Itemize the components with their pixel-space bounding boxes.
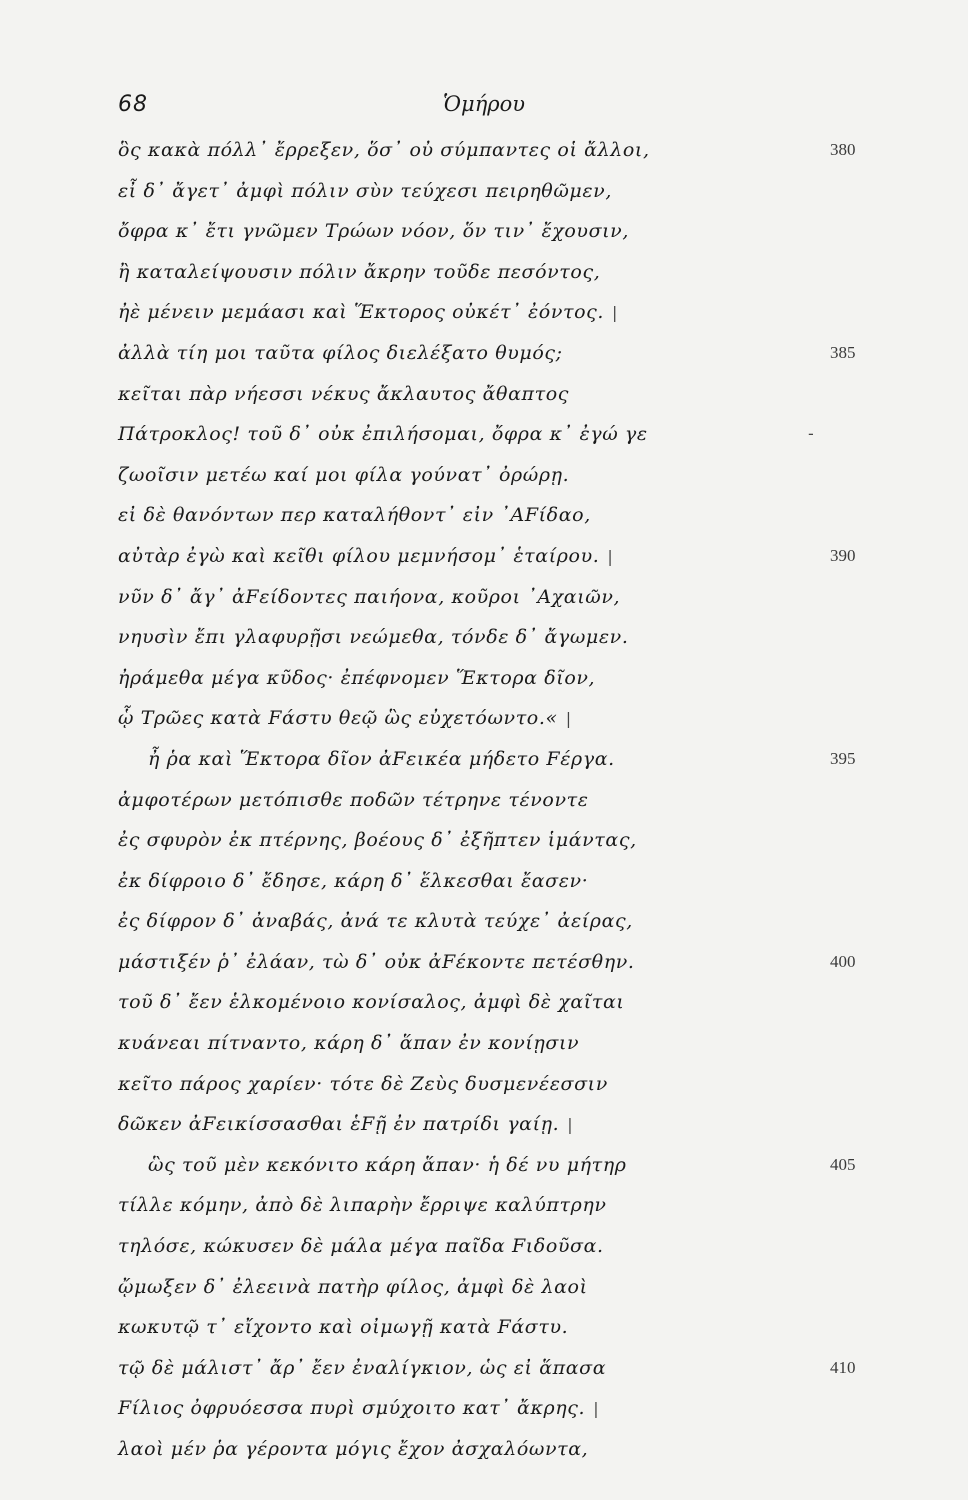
verse-text: ζωοῖσιν μετέω καί μοι φίλα γούνατ᾽ ὀρώρῃ. [118,463,570,486]
line-number: 410 [830,1357,856,1377]
verse-text: ἀλλὰ τίη μοι ταῦτα φίλος διελέξατο θυμός; [118,341,563,364]
verse-line [118,536,858,577]
caesura-mark: | [567,1115,573,1135]
verse-block [118,130,858,1470]
verse-line [118,982,858,1023]
verse-line [118,739,858,780]
verse-text: τοῦ δ᾽ ἔεν ἑλκομένοιο κονίσαλος, ἀμφὶ δὲ χαῖται [118,991,625,1014]
verse-line [118,698,858,739]
verse-line [118,658,858,699]
verse-line [118,130,858,171]
verse-line [118,1185,858,1226]
verse-text: τηλόσε, κώκυσεν δὲ μάλα μέγα παῖδα Fιδοῦσα. [118,1235,604,1258]
verse-text: Πάτροκλος! τοῦ δ᾽ οὐκ ἐπιλήσομαι, ὄφρα κ᾽ ἐγώ γε [118,423,648,446]
verse-text: λαοὶ μέν ῥα γέροντα μόγις ἔχον ἀσχαλόωντα, [118,1438,589,1460]
verse-text: τῷ δὲ μάλιστ᾽ ἄρ᾽ ἔεν ἐναλίγκιον, ὡς εἰ ἅπασα [118,1356,607,1379]
line-number: 400 [830,951,856,971]
line-number: 395 [830,748,856,768]
verse-line [118,333,858,374]
verse-text: κυάνεαι πίτναντο, κάρη δ᾽ ἅπαν ἐν κονίῃσιν [118,1032,580,1055]
verse-text: τίλλε κόμην, ἀπὸ δὲ λιπαρὴν ἔρριψε καλύπτρην [118,1194,607,1217]
margin-mark: - [808,424,814,444]
verse-text: ἐς σφυρὸν ἐκ πτέρνης, βοέους δ᾽ ἐξῆπτεν ἱμάντας, [118,829,637,852]
verse-text: Fίλιος ὀφρυόεσσα πυρὶ σμύχοιτο κατ᾽ ἄκρης. [118,1397,586,1420]
verse-line [118,211,858,252]
line-number: 405 [830,1154,856,1174]
verse-line [118,1429,858,1470]
verse-line [118,495,858,536]
verse-line [118,292,858,333]
page-number: 68 [118,92,148,117]
line-number: 390 [830,545,856,565]
verse-text: κωκυτῷ τ᾽ εἴχοντο καὶ οἰμωγῇ κατὰ Fάστυ. [118,1316,569,1339]
verse-line [118,901,858,942]
verse-line [118,1104,858,1145]
verse-text: νῦν δ᾽ ἄγ᾽ ἀFείδοντες παιήονα, κοῦροι ᾽Αχαιῶν, [118,585,621,608]
verse-line [118,455,858,496]
verse-text: ὃς κακὰ πόλλ᾽ ἔρρεξεν, ὅσ᾽ οὐ σύμπαντες οἱ ἄλλοι, [118,139,650,161]
verse-text: ἠράμεθα μέγα κῦδος· ἐπέφνομεν Ἕκτορα δῖον, [118,666,596,689]
verse-text: ᾤμωξεν δ᾽ ἐλεεινὰ πατὴρ φίλος, ἀμφὶ δὲ λαοὶ [118,1275,588,1298]
verse-text: ἐκ δίφροιο δ᾽ ἔδησε, κάρη δ᾽ ἕλκεσθαι ἔασεν· [118,869,589,892]
verse-line [118,1226,858,1267]
verse-line [118,1388,858,1429]
verse-text: ἠὲ μένειν μεμάασι καὶ Ἕκτορος οὐκέτ᾽ ἐόντος. [118,301,605,324]
verse-line [118,374,858,415]
verse-line [118,780,858,821]
verse-text: μάστιξέν ῥ᾽ ἐλάαν, τὼ δ᾽ οὐκ ἀFέκοντε πετέσθην. [118,950,635,973]
verse-line [118,1145,858,1186]
verse-line [118,577,858,618]
verse-line [118,861,858,902]
verse-line [118,1267,858,1308]
caesura-mark: | [565,709,572,729]
verse-text: ᾧ Τρῶες κατὰ Fάστυ θεῷ ὣς εὐχετόωντο.« [118,707,558,730]
verse-text: ἐς δίφρον δ᾽ ἀναβάς, ἀνά τε κλυτὰ τεύχε᾽ ἀείρας, [118,910,633,933]
verse-text: δῶκεν ἀFεικίσσασθαι ἑFῇ ἐν πατρίδι γαίῃ. [118,1113,560,1136]
verse-line [118,617,858,658]
verse-line [118,1307,858,1348]
verse-line [118,942,858,983]
verse-text: εἶ δ᾽ ἄγετ᾽ ἀμφὶ πόλιν σὺν τεύχεσι πειρηθῶμεν, [118,179,612,202]
running-title: Ὁμήρου [443,92,526,116]
verse-text: κεῖται πὰρ νήεσσι νέκυς ἄκλαυτος ἄθαπτος [118,382,569,405]
verse-line [118,1023,858,1064]
verse-line [118,1348,858,1389]
caesura-mark: | [593,1399,599,1419]
verse-line [118,1064,858,1105]
verse-line [118,820,858,861]
verse-text: ἦ ῥα καὶ Ἕκτορα δῖον ἀFεικέα μήδετο Fέργα. [148,747,615,770]
verse-text: κεῖτο πάρος χαρίεν· τότε δὲ Ζεὺς δυσμενέεσσιν [118,1072,608,1095]
line-number: 380 [830,140,856,159]
verse-line [118,252,858,293]
caesura-mark: | [612,303,618,323]
caesura-mark: | [607,546,613,566]
verse-line [118,414,858,455]
line-number: 385 [830,342,856,362]
verse-text: εἰ δὲ θανόντων περ καταλήθοντ᾽ εἰν ᾽ΑFίδαο, [118,504,591,527]
verse-text: αὐτὰρ ἐγὼ καὶ κεῖθι φίλου μεμνήσομ᾽ ἑταίρου. [118,544,600,567]
verse-text: νηυσὶν ἔπι γλαφυρῇσι νεώμεθα, τόνδε δ᾽ ἄγωμεν. [118,626,629,649]
verse-text: ὄφρα κ᾽ ἔτι γνῶμεν Τρώων νόον, ὅν τιν᾽ ἔχουσιν, [118,220,629,243]
verse-text: ἢ καταλείψουσιν πόλιν ἄκρην τοῦδε πεσόντος, [118,260,601,283]
verse-text: ἀμφοτέρων μετόπισθε ποδῶν τέτρηνε τένοντε [118,788,589,811]
verse-line [118,171,858,212]
page-header [118,92,838,132]
verse-text: ὣς τοῦ μὲν κεκόνιτο κάρη ἅπαν· ἡ δέ νυ μήτηρ [148,1153,627,1176]
